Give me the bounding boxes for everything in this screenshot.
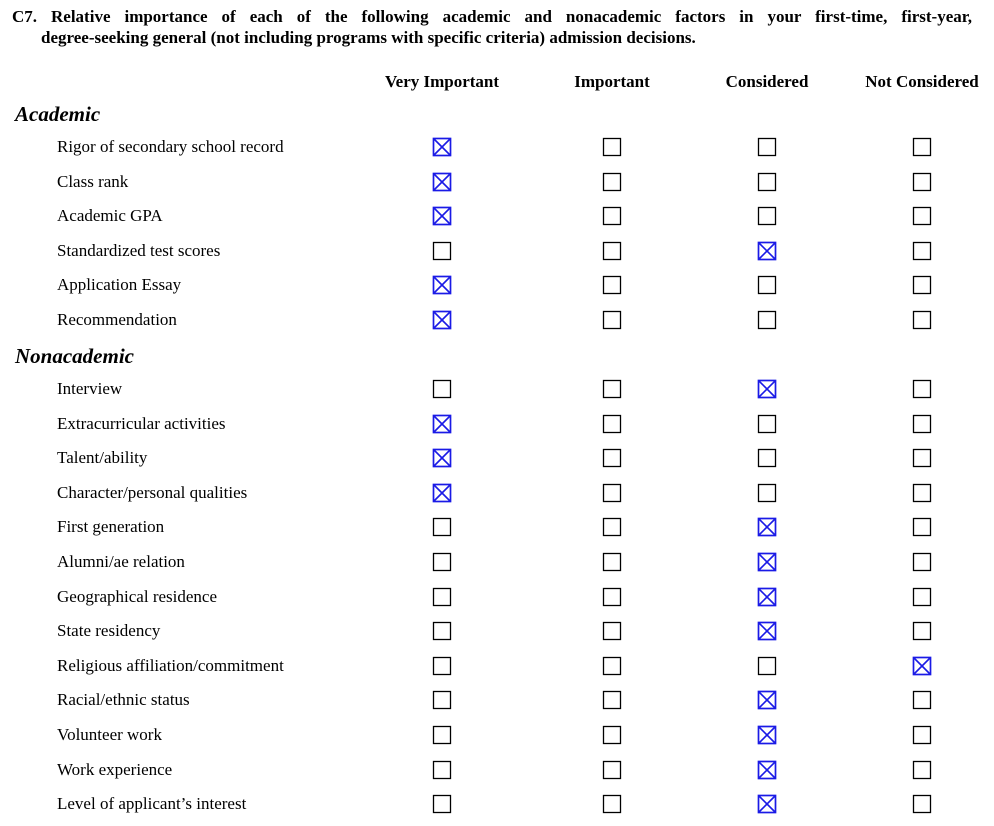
checkbox-interview-not-considered[interactable] bbox=[913, 380, 932, 399]
checkbox-extracurricular-activities-considered[interactable] bbox=[758, 414, 777, 433]
checkbox-academic-gpa-important[interactable] bbox=[603, 207, 622, 226]
checkbox-extracurricular-activities-not-considered[interactable] bbox=[913, 414, 932, 433]
checkbox-recommendation-not-considered[interactable] bbox=[913, 311, 932, 330]
factor-label: Religious affiliation/commitment bbox=[57, 655, 284, 675]
checkbox-character-personal-qualities-important[interactable] bbox=[603, 483, 622, 502]
column-header-not-considered: Not Considered bbox=[865, 72, 979, 91]
factor-label: Level of applicant’s interest bbox=[57, 794, 247, 814]
factor-label: Talent/ability bbox=[57, 448, 148, 468]
checkbox-talent-ability-considered[interactable] bbox=[758, 449, 777, 468]
checkbox-volunteer-work-not-considered[interactable] bbox=[913, 726, 932, 745]
question-text bbox=[12, 6, 972, 48]
checkbox-volunteer-work-considered[interactable] bbox=[758, 726, 777, 745]
checkbox-religious-affiliation-commitment-considered[interactable] bbox=[758, 656, 777, 675]
checkbox-state-residency-considered[interactable] bbox=[758, 622, 777, 641]
checkbox-interview-important[interactable] bbox=[603, 380, 622, 399]
checkbox-talent-ability-important[interactable] bbox=[603, 449, 622, 468]
checkbox-first-generation-important[interactable] bbox=[603, 518, 622, 537]
factor-label: Standardized test scores bbox=[57, 240, 221, 260]
checkbox-religious-affiliation-commitment-very-important[interactable] bbox=[433, 656, 452, 675]
question-line-2: degree-seeking general (not including programs with specific criteria) admission decisions. bbox=[41, 28, 696, 47]
column-header-considered: Considered bbox=[725, 72, 809, 91]
checkbox-alumni-ae-relation-not-considered[interactable] bbox=[913, 553, 932, 572]
checkbox-recommendation-considered[interactable] bbox=[758, 311, 777, 330]
checkbox-work-experience-not-considered[interactable] bbox=[913, 760, 932, 779]
checkbox-extracurricular-activities-very-important[interactable] bbox=[433, 414, 452, 433]
checkbox-first-generation-very-important[interactable] bbox=[433, 518, 452, 537]
checkbox-academic-gpa-considered[interactable] bbox=[758, 207, 777, 226]
factor-label: Class rank bbox=[57, 171, 129, 191]
checkbox-class-rank-considered[interactable] bbox=[758, 172, 777, 191]
factor-label: Character/personal qualities bbox=[57, 482, 248, 502]
factor-label: Application Essay bbox=[57, 275, 182, 295]
checkbox-level-of-applicant-s-interest-important[interactable] bbox=[603, 795, 622, 814]
checkbox-standardized-test-scores-important[interactable] bbox=[603, 241, 622, 260]
checkbox-level-of-applicant-s-interest-considered[interactable] bbox=[758, 795, 777, 814]
question-line-1: C7. Relative importance of each of the following academic and nonacademic factors in your first-time, first-year, bbox=[12, 7, 972, 26]
checkbox-recommendation-important[interactable] bbox=[603, 311, 622, 330]
checkbox-class-rank-not-considered[interactable] bbox=[913, 172, 932, 191]
factor-label: Racial/ethnic status bbox=[57, 690, 190, 710]
checkbox-rigor-of-secondary-school-record-considered[interactable] bbox=[758, 138, 777, 157]
checkbox-interview-considered[interactable] bbox=[758, 380, 777, 399]
checkbox-geographical-residence-not-considered[interactable] bbox=[913, 587, 932, 606]
column-header-important: Important bbox=[574, 72, 650, 91]
checkbox-rigor-of-secondary-school-record-very-important[interactable] bbox=[433, 138, 452, 157]
checkbox-standardized-test-scores-not-considered[interactable] bbox=[913, 241, 932, 260]
factor-label: First generation bbox=[57, 517, 165, 537]
checkbox-state-residency-very-important[interactable] bbox=[433, 622, 452, 641]
checkbox-character-personal-qualities-very-important[interactable] bbox=[433, 483, 452, 502]
checkbox-application-essay-important[interactable] bbox=[603, 276, 622, 295]
checkbox-academic-gpa-not-considered[interactable] bbox=[913, 207, 932, 226]
checkbox-talent-ability-very-important[interactable] bbox=[433, 449, 452, 468]
factor-label: Academic GPA bbox=[57, 206, 163, 226]
checkbox-racial-ethnic-status-considered[interactable] bbox=[758, 691, 777, 710]
checkbox-geographical-residence-considered[interactable] bbox=[758, 587, 777, 606]
checkbox-interview-very-important[interactable] bbox=[433, 380, 452, 399]
checkbox-state-residency-important[interactable] bbox=[603, 622, 622, 641]
checkbox-geographical-residence-important[interactable] bbox=[603, 587, 622, 606]
column-header-very-important: Very Important bbox=[384, 72, 500, 91]
section-title-nonacademic: Nonacademic bbox=[15, 344, 134, 368]
checkbox-alumni-ae-relation-important[interactable] bbox=[603, 553, 622, 572]
checkbox-religious-affiliation-commitment-important[interactable] bbox=[603, 656, 622, 675]
checkbox-talent-ability-not-considered[interactable] bbox=[913, 449, 932, 468]
checkbox-class-rank-important[interactable] bbox=[603, 172, 622, 191]
checkbox-geographical-residence-very-important[interactable] bbox=[433, 587, 452, 606]
factor-label: Interview bbox=[57, 379, 123, 398]
checkbox-alumni-ae-relation-considered[interactable] bbox=[758, 553, 777, 572]
checkbox-academic-gpa-very-important[interactable] bbox=[433, 207, 452, 226]
checkbox-application-essay-not-considered[interactable] bbox=[913, 276, 932, 295]
factor-label: Recommendation bbox=[57, 310, 177, 329]
checkbox-state-residency-not-considered[interactable] bbox=[913, 622, 932, 641]
checkbox-first-generation-not-considered[interactable] bbox=[913, 518, 932, 537]
checkbox-standardized-test-scores-very-important[interactable] bbox=[433, 241, 452, 260]
checkbox-recommendation-very-important[interactable] bbox=[433, 311, 452, 330]
checkbox-alumni-ae-relation-very-important[interactable] bbox=[433, 553, 452, 572]
checkbox-religious-affiliation-commitment-not-considered[interactable] bbox=[913, 656, 932, 675]
checkbox-volunteer-work-important[interactable] bbox=[603, 726, 622, 745]
checkbox-extracurricular-activities-important[interactable] bbox=[603, 414, 622, 433]
checkbox-character-personal-qualities-not-considered[interactable] bbox=[913, 483, 932, 502]
factor-label: Alumni/ae relation bbox=[57, 552, 185, 571]
checkbox-volunteer-work-very-important[interactable] bbox=[433, 726, 452, 745]
checkbox-application-essay-very-important[interactable] bbox=[433, 276, 452, 295]
checkbox-first-generation-considered[interactable] bbox=[758, 518, 777, 537]
checkbox-racial-ethnic-status-not-considered[interactable] bbox=[913, 691, 932, 710]
factor-label: Extracurricular activities bbox=[57, 413, 226, 433]
checkbox-character-personal-qualities-considered[interactable] bbox=[758, 483, 777, 502]
factor-label: Rigor of secondary school record bbox=[57, 137, 284, 156]
checkbox-work-experience-important[interactable] bbox=[603, 760, 622, 779]
checkbox-level-of-applicant-s-interest-not-considered[interactable] bbox=[913, 795, 932, 814]
checkbox-racial-ethnic-status-important[interactable] bbox=[603, 691, 622, 710]
factor-label: Geographical residence bbox=[57, 586, 217, 606]
checkbox-application-essay-considered[interactable] bbox=[758, 276, 777, 295]
checkbox-rigor-of-secondary-school-record-important[interactable] bbox=[603, 138, 622, 157]
factor-label: Volunteer work bbox=[57, 725, 162, 744]
factor-label: Work experience bbox=[57, 759, 173, 779]
checkbox-level-of-applicant-s-interest-very-important[interactable] bbox=[433, 795, 452, 814]
checkbox-class-rank-very-important[interactable] bbox=[433, 172, 452, 191]
checkbox-standardized-test-scores-considered[interactable] bbox=[758, 241, 777, 260]
checkbox-work-experience-considered[interactable] bbox=[758, 760, 777, 779]
checkbox-work-experience-very-important[interactable] bbox=[433, 760, 452, 779]
checkbox-rigor-of-secondary-school-record-not-considered[interactable] bbox=[913, 138, 932, 157]
checkbox-racial-ethnic-status-very-important[interactable] bbox=[433, 691, 452, 710]
section-title-academic: Academic bbox=[15, 102, 101, 126]
factor-label: State residency bbox=[57, 621, 161, 641]
